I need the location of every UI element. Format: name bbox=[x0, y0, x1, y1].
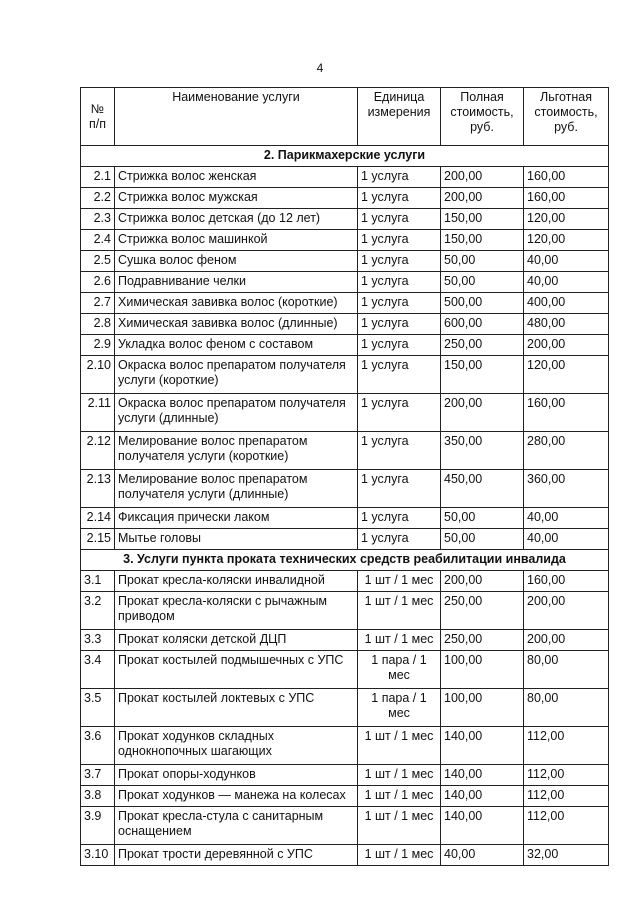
service-name: Окраска волос препаратом получателя услуги (длинные) bbox=[115, 394, 358, 432]
unit-of-measure: 1 услуга bbox=[358, 230, 441, 251]
row-number: 3.1 bbox=[81, 571, 115, 592]
row-number: 2.3 bbox=[81, 209, 115, 230]
row-number: 3.10 bbox=[81, 845, 115, 866]
discount-price: 160,00 bbox=[524, 571, 609, 592]
service-name: Химическая завивка волос (короткие) bbox=[115, 293, 358, 314]
row-number: 3.9 bbox=[81, 807, 115, 845]
discount-price: 80,00 bbox=[524, 651, 609, 689]
service-name: Прокат ходунков складных однокнопочных шагающих bbox=[115, 727, 358, 765]
discount-price: 120,00 bbox=[524, 209, 609, 230]
discount-price: 160,00 bbox=[524, 394, 609, 432]
service-name: Стрижка волос женская bbox=[115, 167, 358, 188]
service-name: Мытье головы bbox=[115, 529, 358, 550]
full-price: 450,00 bbox=[441, 470, 524, 508]
row-number: 2.11 bbox=[81, 394, 115, 432]
unit-of-measure: 1 услуга bbox=[358, 272, 441, 293]
table-body bbox=[81, 146, 609, 866]
row-number: 2.4 bbox=[81, 230, 115, 251]
unit-of-measure: 1 услуга bbox=[358, 529, 441, 550]
unit-of-measure: 1 услуга bbox=[358, 432, 441, 470]
full-price: 50,00 bbox=[441, 529, 524, 550]
section-title: 3. Услуги пункта проката технических средств реабилитации инвалида bbox=[81, 550, 609, 571]
unit-of-measure: 1 услуга bbox=[358, 188, 441, 209]
discount-price: 120,00 bbox=[524, 230, 609, 251]
row-number: 3.8 bbox=[81, 786, 115, 807]
full-price: 200,00 bbox=[441, 167, 524, 188]
full-price: 250,00 bbox=[441, 630, 524, 651]
discount-price: 200,00 bbox=[524, 592, 609, 630]
service-name: Стрижка волос детская (до 12 лет) bbox=[115, 209, 358, 230]
service-name: Прокат трости деревянной с УПС bbox=[115, 845, 358, 866]
discount-price: 112,00 bbox=[524, 807, 609, 845]
table-row bbox=[81, 209, 609, 230]
unit-of-measure: 1 услуга bbox=[358, 293, 441, 314]
discount-price: 200,00 bbox=[524, 335, 609, 356]
service-name: Прокат коляски детской ДЦП bbox=[115, 630, 358, 651]
full-price: 50,00 bbox=[441, 508, 524, 529]
full-price: 100,00 bbox=[441, 651, 524, 689]
full-price: 600,00 bbox=[441, 314, 524, 335]
table-row bbox=[81, 394, 609, 432]
section-header-hairdressing bbox=[81, 146, 609, 167]
service-name: Прокат костылей локтевых с УПС bbox=[115, 689, 358, 727]
table-row bbox=[81, 807, 609, 845]
table-row bbox=[81, 845, 609, 866]
table-row bbox=[81, 293, 609, 314]
discount-price: 112,00 bbox=[524, 727, 609, 765]
header-full-price: Полная стоимость, руб. bbox=[441, 88, 524, 146]
table-row bbox=[81, 689, 609, 727]
unit-of-measure: 1 шт / 1 мес bbox=[358, 571, 441, 592]
full-price: 200,00 bbox=[441, 571, 524, 592]
full-price: 250,00 bbox=[441, 335, 524, 356]
full-price: 150,00 bbox=[441, 356, 524, 394]
row-number: 2.2 bbox=[81, 188, 115, 209]
section-title: 2. Парикмахерские услуги bbox=[81, 146, 609, 167]
table-row bbox=[81, 470, 609, 508]
services-price-table bbox=[80, 87, 609, 866]
service-name: Сушка волос феном bbox=[115, 251, 358, 272]
table-row bbox=[81, 571, 609, 592]
row-number: 2.1 bbox=[81, 167, 115, 188]
row-number: 3.3 bbox=[81, 630, 115, 651]
service-name: Стрижка волос мужская bbox=[115, 188, 358, 209]
row-number: 2.7 bbox=[81, 293, 115, 314]
table-row bbox=[81, 230, 609, 251]
unit-of-measure: 1 шт / 1 мес bbox=[358, 765, 441, 786]
table-row bbox=[81, 432, 609, 470]
service-name: Стрижка волос машинкой bbox=[115, 230, 358, 251]
row-number: 2.6 bbox=[81, 272, 115, 293]
row-number: 2.12 bbox=[81, 432, 115, 470]
unit-of-measure: 1 услуга bbox=[358, 470, 441, 508]
discount-price: 32,00 bbox=[524, 845, 609, 866]
discount-price: 40,00 bbox=[524, 508, 609, 529]
unit-of-measure: 1 пара / 1 мес bbox=[358, 651, 441, 689]
table-row bbox=[81, 630, 609, 651]
unit-of-measure: 1 услуга bbox=[358, 335, 441, 356]
unit-of-measure: 1 услуга bbox=[358, 209, 441, 230]
discount-price: 280,00 bbox=[524, 432, 609, 470]
full-price: 140,00 bbox=[441, 727, 524, 765]
table-row bbox=[81, 188, 609, 209]
full-price: 200,00 bbox=[441, 188, 524, 209]
unit-of-measure: 1 шт / 1 мес bbox=[358, 592, 441, 630]
row-number: 2.8 bbox=[81, 314, 115, 335]
row-number: 3.5 bbox=[81, 689, 115, 727]
header-discount-price: Льготная стоимость, руб. bbox=[524, 88, 609, 146]
discount-price: 40,00 bbox=[524, 272, 609, 293]
table-row bbox=[81, 356, 609, 394]
table-row bbox=[81, 765, 609, 786]
row-number: 2.5 bbox=[81, 251, 115, 272]
discount-price: 120,00 bbox=[524, 356, 609, 394]
row-number: 3.2 bbox=[81, 592, 115, 630]
service-name: Окраска волос препаратом получателя услуги (короткие) bbox=[115, 356, 358, 394]
table-row bbox=[81, 508, 609, 529]
full-price: 140,00 bbox=[441, 807, 524, 845]
discount-price: 40,00 bbox=[524, 251, 609, 272]
full-price: 150,00 bbox=[441, 209, 524, 230]
table-header-row bbox=[81, 88, 609, 146]
row-number: 2.14 bbox=[81, 508, 115, 529]
header-name: Наименование услуги bbox=[115, 88, 358, 146]
row-number: 2.13 bbox=[81, 470, 115, 508]
table-row bbox=[81, 167, 609, 188]
discount-price: 480,00 bbox=[524, 314, 609, 335]
full-price: 50,00 bbox=[441, 272, 524, 293]
full-price: 250,00 bbox=[441, 592, 524, 630]
discount-price: 112,00 bbox=[524, 786, 609, 807]
unit-of-measure: 1 шт / 1 мес bbox=[358, 845, 441, 866]
unit-of-measure: 1 услуга bbox=[358, 167, 441, 188]
service-name: Укладка волос феном с составом bbox=[115, 335, 358, 356]
full-price: 150,00 bbox=[441, 230, 524, 251]
row-number: 2.10 bbox=[81, 356, 115, 394]
row-number: 2.9 bbox=[81, 335, 115, 356]
full-price: 140,00 bbox=[441, 786, 524, 807]
discount-price: 112,00 bbox=[524, 765, 609, 786]
header-num: № п/п bbox=[81, 88, 115, 146]
full-price: 500,00 bbox=[441, 293, 524, 314]
table-row bbox=[81, 786, 609, 807]
table-row bbox=[81, 727, 609, 765]
page-number: 4 bbox=[316, 61, 324, 75]
unit-of-measure: 1 шт / 1 мес bbox=[358, 807, 441, 845]
full-price: 40,00 bbox=[441, 845, 524, 866]
row-number: 3.4 bbox=[81, 651, 115, 689]
unit-of-measure: 1 шт / 1 мес bbox=[358, 786, 441, 807]
service-name: Мелирование волос препаратом получателя услуги (длинные) bbox=[115, 470, 358, 508]
service-name: Мелирование волос препаратом получателя услуги (короткие) bbox=[115, 432, 358, 470]
service-name: Подравнивание челки bbox=[115, 272, 358, 293]
service-name: Прокат костылей подмышечных с УПС bbox=[115, 651, 358, 689]
unit-of-measure: 1 услуга bbox=[358, 508, 441, 529]
discount-price: 80,00 bbox=[524, 689, 609, 727]
service-name: Прокат ходунков — манежа на колесах bbox=[115, 786, 358, 807]
table-row bbox=[81, 314, 609, 335]
discount-price: 360,00 bbox=[524, 470, 609, 508]
unit-of-measure: 1 услуга bbox=[358, 251, 441, 272]
full-price: 350,00 bbox=[441, 432, 524, 470]
discount-price: 200,00 bbox=[524, 630, 609, 651]
service-name: Прокат кресла-стула с санитарным оснащением bbox=[115, 807, 358, 845]
unit-of-measure: 1 пара / 1 мес bbox=[358, 689, 441, 727]
table-row bbox=[81, 651, 609, 689]
service-name: Прокат кресла-коляски инвалидной bbox=[115, 571, 358, 592]
header-unit: Единица измерения bbox=[358, 88, 441, 146]
table-row bbox=[81, 592, 609, 630]
discount-price: 400,00 bbox=[524, 293, 609, 314]
service-name: Фиксация прически лаком bbox=[115, 508, 358, 529]
unit-of-measure: 1 шт / 1 мес bbox=[358, 630, 441, 651]
table-row bbox=[81, 272, 609, 293]
full-price: 200,00 bbox=[441, 394, 524, 432]
table-row bbox=[81, 529, 609, 550]
unit-of-measure: 1 услуга bbox=[358, 314, 441, 335]
table-row bbox=[81, 251, 609, 272]
section-header-rehab-rental bbox=[81, 550, 609, 571]
unit-of-measure: 1 услуга bbox=[358, 394, 441, 432]
table-row bbox=[81, 335, 609, 356]
full-price: 50,00 bbox=[441, 251, 524, 272]
discount-price: 40,00 bbox=[524, 529, 609, 550]
service-name: Прокат опоры-ходунков bbox=[115, 765, 358, 786]
unit-of-measure: 1 услуга bbox=[358, 356, 441, 394]
row-number: 3.6 bbox=[81, 727, 115, 765]
discount-price: 160,00 bbox=[524, 167, 609, 188]
discount-price: 160,00 bbox=[524, 188, 609, 209]
service-name: Химическая завивка волос (длинные) bbox=[115, 314, 358, 335]
row-number: 2.15 bbox=[81, 529, 115, 550]
full-price: 100,00 bbox=[441, 689, 524, 727]
unit-of-measure: 1 шт / 1 мес bbox=[358, 727, 441, 765]
service-name: Прокат кресла-коляски с рычажным приводом bbox=[115, 592, 358, 630]
full-price: 140,00 bbox=[441, 765, 524, 786]
row-number: 3.7 bbox=[81, 765, 115, 786]
